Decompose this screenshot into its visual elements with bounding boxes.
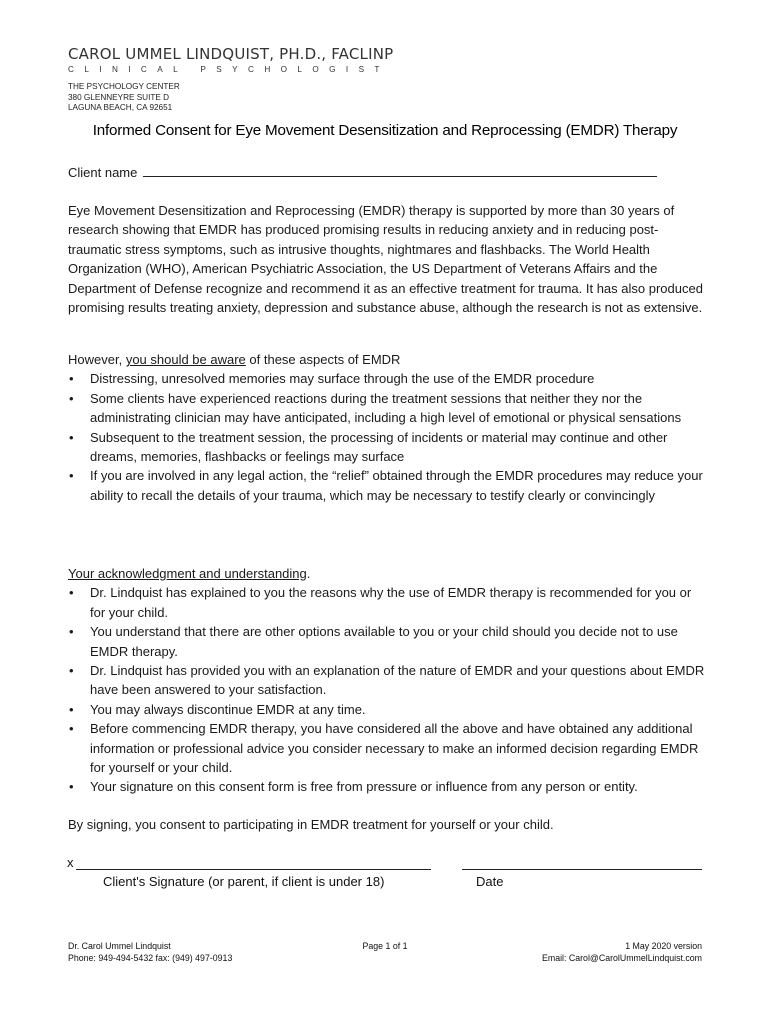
footer-doctor-name: Dr. Carol Ummel Lindquist (68, 941, 171, 951)
footer-phone: Phone: 949-494-5432 fax: (949) 497-0913 (68, 953, 233, 963)
client-name-label: Client name (68, 165, 138, 180)
signature-x-mark: x (67, 855, 74, 870)
list-item: • You may always discontinue EMDR at any time. (68, 700, 708, 719)
footer-email: Email: Carol@CarolUmmelLindquist.com (542, 953, 702, 963)
list-item: • Dr. Lindquist has explained to you the reasons why the use of EMDR therapy is recommended for you or for your child. (68, 583, 708, 622)
list-item: • Dr. Lindquist has provided you with an explanation of the nature of EMDR and your questions about EMDR have been answered to your satisfaction. (68, 661, 708, 700)
acknowledgment-heading-row (68, 564, 708, 583)
intro-paragraph: Eye Movement Desensitization and Reprocessing (EMDR) therapy is supported by more than 30 years of research showing that EMDR has produced promising results in reducing anxiety and in reducing post-traumatic stress symptoms, such as intrusive thoughts, nightmares and flashbacks. The World Health Organization (WHO), American Psychiatric Association, the US Department of Veterans Affairs and the Department of Defense recognize and recommend it as an effective treatment for trauma. It has also produced promising results treating anxiety, depression and substance abuse, although the research is not as extensive. (68, 203, 703, 316)
list-item: • Before commencing EMDR therapy, you have considered all the above and have obtained any additional information or professional advice you consider necessary to make an informed decision regarding EMDR for yourself or your child. (68, 719, 708, 777)
signature-label: Client's Signature (or parent, if client is under 18) (103, 874, 385, 889)
list-item: • Distressing, unresolved memories may surface through the use of the EMDR procedure (68, 369, 708, 388)
footer-right (542, 940, 702, 964)
consent-statement: By signing, you consent to participating in EMDR treatment for yourself or your child. (68, 817, 554, 832)
list-item: • Subsequent to the treatment session, the processing of incidents or material may continue and other dreams, memories, flashbacks or feelings may surface (68, 428, 708, 467)
awareness-lead (68, 350, 708, 369)
acknowledgment-heading: Your acknowledgment and understanding (68, 566, 307, 581)
footer-version: 1 May 2020 version (625, 941, 702, 951)
address-line: LAGUNA BEACH, CA 92651 (68, 103, 173, 112)
list-item: • Your signature on this consent form is free from pressure or influence from any person or entity. (68, 777, 708, 796)
awareness-section (68, 350, 708, 505)
awareness-lead-after: of these aspects of EMDR (245, 352, 401, 367)
list-item: • If you are involved in any legal action, the “relief” obtained through the EMDR procedures may reduce your ability to recall the details of your trauma, which may be necessary to testify clearly or convincingly (68, 466, 708, 505)
awareness-lead-underlined: you should be aware (125, 352, 246, 367)
letterhead-subtitle: CLINICAL PSYCHOLOGIST (68, 65, 390, 74)
list-item: • You understand that there are other options available to you or your child should you decide not to use EMDR therapy. (68, 622, 708, 661)
document-title: Informed Consent for Eye Movement Desensitization and Reprocessing (EMDR) Therapy (92, 122, 678, 139)
date-label: Date (476, 874, 504, 889)
client-name-row (68, 164, 668, 180)
date-field[interactable] (462, 869, 702, 870)
list-item: • Some clients have experienced reactions during the treatment sessions that neither they nor the administrating clinician may have anticipated, including a high level of emotional or physical sensations (68, 389, 708, 428)
awareness-list (68, 369, 708, 505)
address-line: THE PSYCHOLOGY CENTER (68, 82, 180, 91)
letterhead (68, 45, 688, 114)
acknowledgment-section (68, 564, 708, 797)
footer-page-number: Page 1 of 1 (362, 941, 408, 951)
letterhead-name: CAROL UMMEL LINDQUIST, PH.D., FACLINP (68, 45, 394, 63)
acknowledgment-list (68, 583, 708, 796)
client-name-field[interactable] (143, 164, 657, 177)
address-line: 380 GLENNEYRE SUITE D (68, 92, 170, 102)
acknowledgment-heading-suffix: . (306, 566, 311, 581)
letterhead-address (68, 82, 688, 114)
awareness-lead-before: However, (68, 352, 126, 367)
signature-field[interactable] (76, 869, 431, 870)
